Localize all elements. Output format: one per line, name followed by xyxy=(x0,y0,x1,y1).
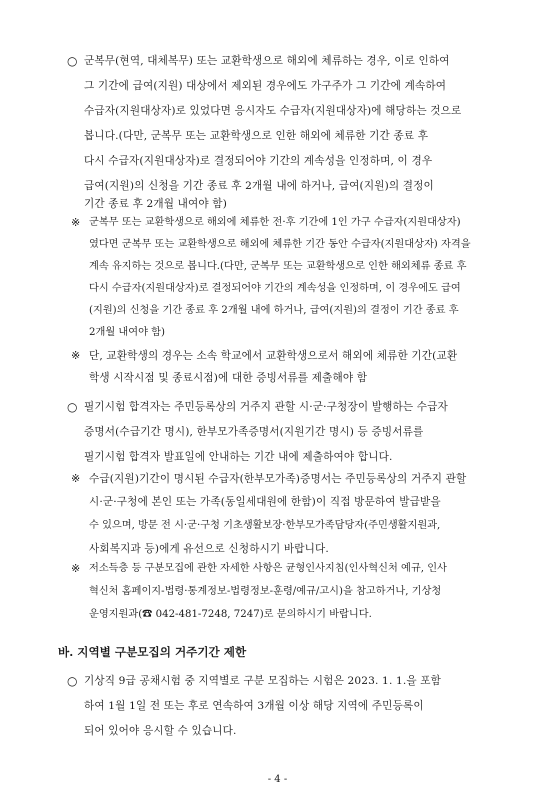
text-line: 증명서(수급기간 명시), 한부모가족증명서(지원기간 명시) 등 증빙서류를 xyxy=(84,426,424,438)
text-line: 기간 종료 후 2개월 내여야 함) xyxy=(84,198,227,210)
text-line: 그 기간에 급여(지원) 대상에서 제외된 경우에도 가구주가 그 기간에 계속하여 xyxy=(84,80,447,92)
text-line: 군복무 또는 교환학생으로 해외에 체류한 전·후 기간에 1인 가구 수급자(지원대상자) xyxy=(89,217,461,228)
text-line: 되어 있어야 응시할 수 있습니다. xyxy=(84,725,237,737)
text-line: 다시 수급자(지원대상자)로 결정되어야 기간의 계속성을 인정하며, 이 경우에도 급여 xyxy=(89,283,461,294)
text-line: 필기시험 합격자는 주민등록상의 거주지 관할 시·군·구청장이 발행하는 수급자 xyxy=(84,401,448,413)
reference-mark-icon: ※ xyxy=(71,216,81,229)
text-line: (지원)의 신청을 기간 종료 후 2개월 내에 하거나, 급여(지원)의 결정이 기간 종료 후 xyxy=(89,305,459,316)
page-number: - 4 - xyxy=(267,774,288,785)
text-line: 하여 1월 1일 전 또는 후로 연속하여 3개월 이상 해당 지역에 주민등록이 xyxy=(84,700,424,712)
text-line: 군복무(현역, 대체복무) 또는 교환학생으로 해외에 체류하는 경우, 이로 인하여 xyxy=(84,55,450,67)
section-heading: 바. 지역별 구분모집의 거주기간 제한 xyxy=(58,645,247,659)
circle-bullet-icon: ○ xyxy=(67,674,78,688)
text-line: 였다면 군복무 또는 교환학생으로 해외에 체류한 기간 동안 수급자(지원대상자) 자격을 xyxy=(89,239,471,250)
text-line: 수급(지원)기간이 명시된 수급자(한부모가족)증명서는 주민등록상의 거주지 관할 xyxy=(89,473,467,485)
text-line: 필기시험 합격자 발표일에 안내하는 기간 내에 제출하여야 합니다. xyxy=(84,451,393,463)
reference-mark-icon: ※ xyxy=(71,472,81,485)
text-line: 기상직 9급 공채시험 중 지역별로 구분 모집하는 시험은 2023. 1. 1.을 포함 xyxy=(84,675,442,687)
text-line: 운영지원과(☎ 042-481-7248, 7247)로 문의하시기 바랍니다. xyxy=(89,609,372,620)
text-line: 계속 유지하는 것으로 봅니다.(다만, 군복무 또는 교환학생으로 인한 해외체류 종료 후 xyxy=(89,261,467,272)
text-line: 시·군·구청에 본인 또는 가족(동일세대원에 한함)이 직접 방문하여 발급받을 xyxy=(89,496,441,508)
reference-mark-icon: ※ xyxy=(71,349,81,362)
text-line: 사회복지과 등)에게 유선으로 신청하시기 바랍니다. xyxy=(89,543,329,555)
text-line: 혁신처 홈페이지-법령·통계정보-법령정보-훈령/예규/고시)을 참고하거나, 기상청 xyxy=(89,586,442,597)
text-line: 수급자(지원대상자)로 있었다면 응시자도 수급자(지원대상자)에 해당하는 것으로 xyxy=(84,105,462,117)
reference-mark-icon: ※ xyxy=(71,562,81,575)
text-line: 수 있으며, 방문 전 시·군·구청 기초생활보장·한부모가족담당자(주민생활지원과, xyxy=(89,520,441,531)
text-line: 급여(지원)의 신청을 기간 종료 후 2개월 내에 하거나, 급여(지원)의 결정이 xyxy=(84,180,434,192)
text-line: 2개월 내여야 함) xyxy=(89,327,165,338)
text-line: 단, 교환학생의 경우는 소속 학교에서 교환학생으로서 해외에 체류한 기간(교환 xyxy=(89,350,458,362)
text-line: 학생 시작시점 및 종료시점)에 대한 증빙서류를 제출해야 함 xyxy=(89,372,368,384)
circle-bullet-icon: ○ xyxy=(67,54,78,68)
text-line: 다시 수급자(지원대상자)로 결정되어야 기간의 계속성을 인정하며, 이 경우 xyxy=(84,155,433,167)
text-line: 저소득층 등 구분모집에 관한 자세한 사항은 균형인사지침(인사혁신처 예규, 인사 xyxy=(89,563,447,574)
text-line: 봅니다.(다만, 군복무 또는 교환학생으로 인한 해외에 체류한 기간 종료 후 xyxy=(84,130,429,142)
circle-bullet-icon: ○ xyxy=(67,400,78,414)
